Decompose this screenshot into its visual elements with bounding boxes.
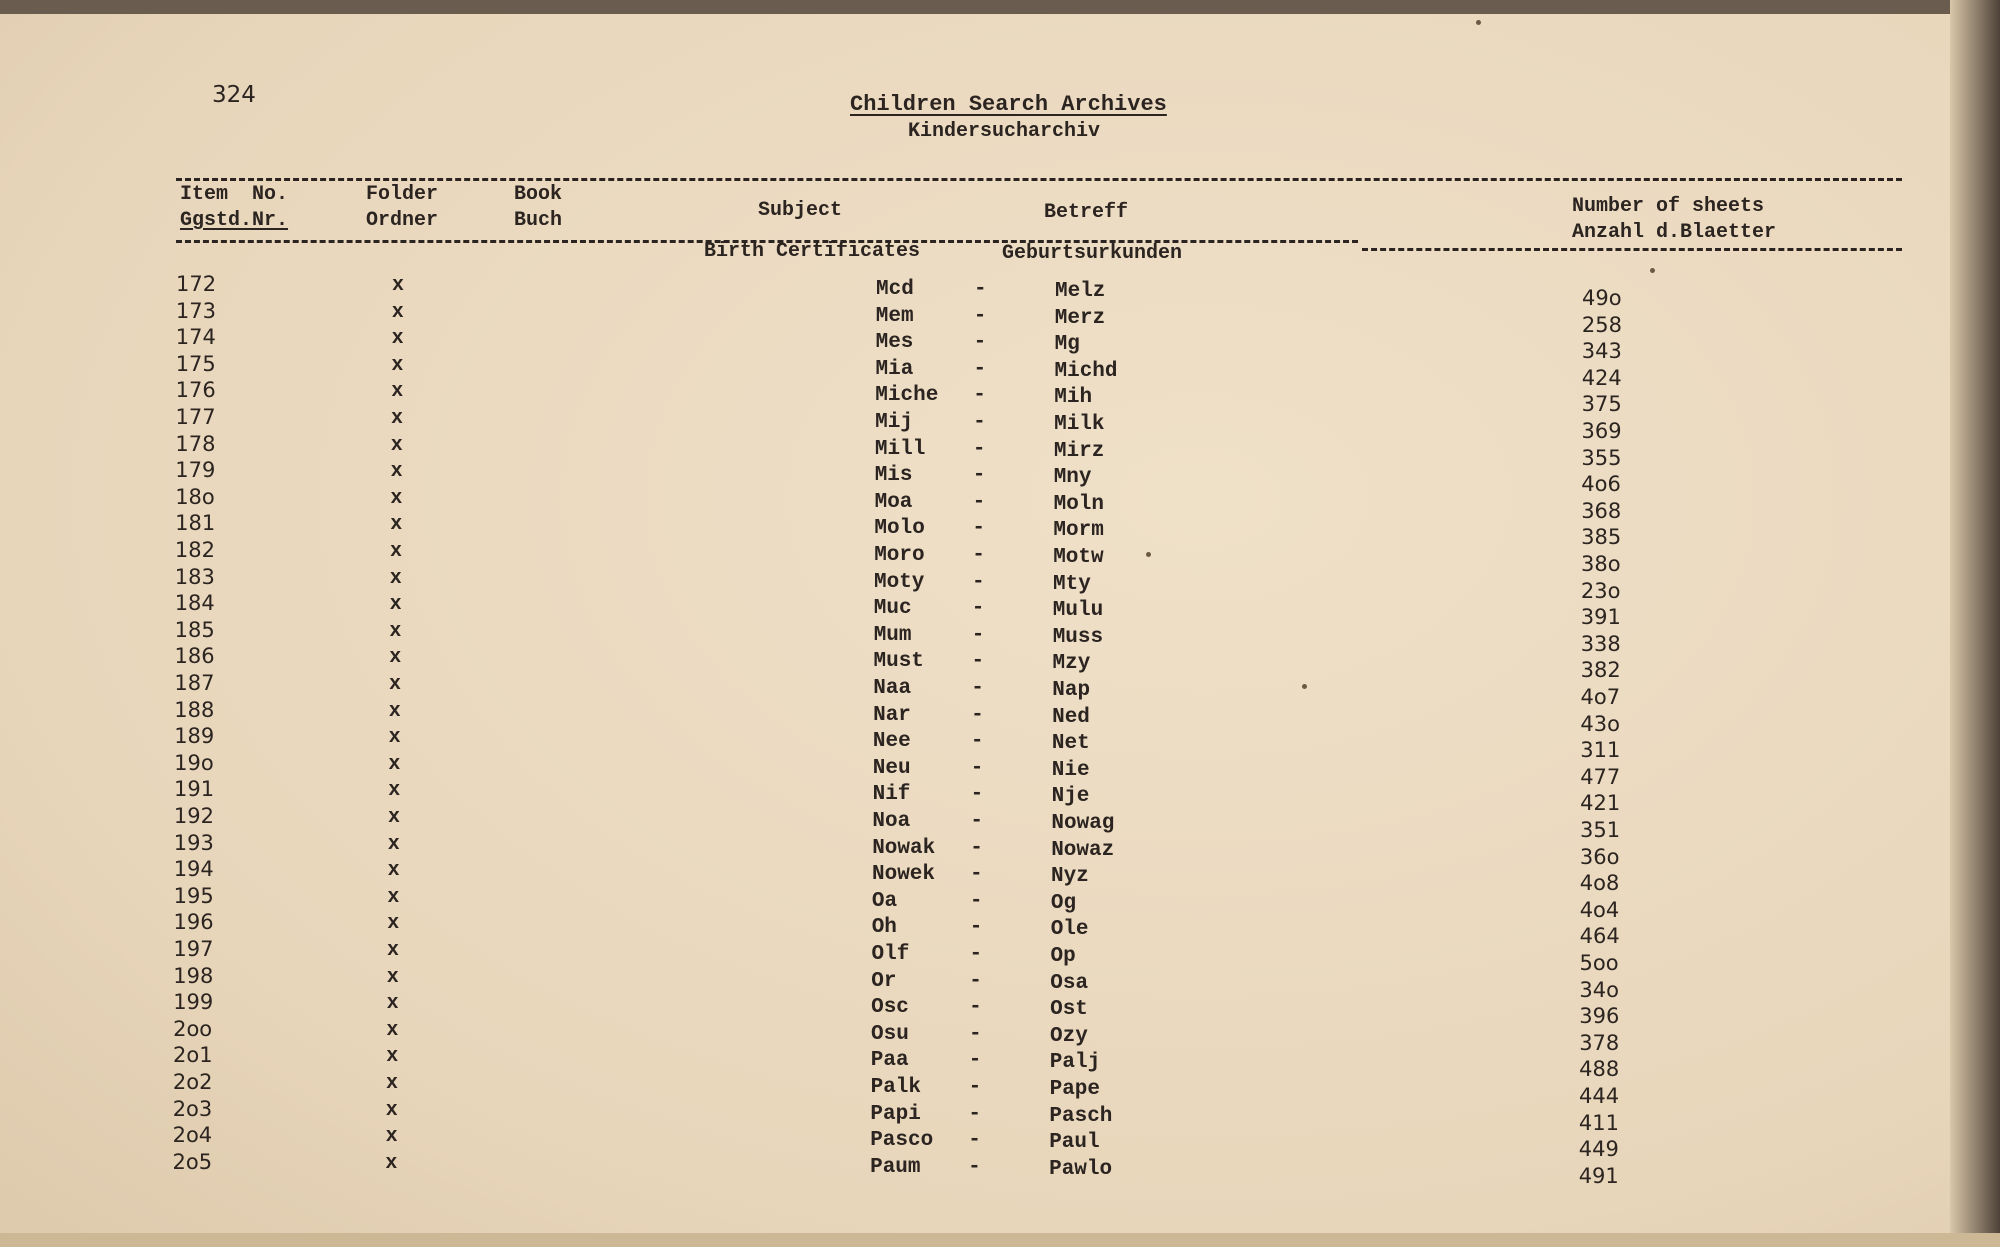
sheet-count: 343 bbox=[1581, 339, 1622, 364]
subject-range-start: Mes bbox=[875, 331, 914, 355]
folder-mark: x bbox=[387, 939, 400, 962]
sheet-count: 34o bbox=[1579, 977, 1619, 1002]
subject-range-end: Nowaz bbox=[1051, 838, 1115, 862]
range-dash: - bbox=[968, 1049, 982, 1073]
folder-mark: x bbox=[390, 540, 403, 563]
subject-range-end: Motw bbox=[1053, 546, 1104, 569]
subject-range-end: Mty bbox=[1053, 572, 1091, 596]
folder-mark: x bbox=[390, 486, 403, 510]
subject-range-start: Nif bbox=[872, 783, 911, 807]
subject-range-end: Ned bbox=[1052, 705, 1090, 729]
folder-mark: x bbox=[389, 593, 402, 617]
item-number: 2o1 bbox=[173, 1043, 213, 1068]
subject-range-start: Oa bbox=[871, 889, 898, 913]
sheet-count: 4o4 bbox=[1579, 897, 1620, 922]
sheet-count: 4o7 bbox=[1580, 685, 1621, 709]
subject-range-end: Net bbox=[1051, 732, 1090, 756]
subject-range-end: Og bbox=[1050, 891, 1077, 915]
page-number: 324 bbox=[212, 82, 256, 108]
folder-mark: x bbox=[390, 433, 403, 457]
item-number: 18o bbox=[175, 484, 215, 509]
subject-range-end: Michd bbox=[1054, 359, 1118, 383]
item-number: 173 bbox=[175, 298, 216, 323]
folder-mark: x bbox=[387, 859, 400, 883]
folder-mark: x bbox=[385, 1098, 398, 1122]
sheet-count: 488 bbox=[1579, 1057, 1620, 1082]
subject-range-start: Mis bbox=[874, 464, 913, 488]
folder-mark: x bbox=[386, 1045, 399, 1069]
folder-mark: x bbox=[386, 992, 399, 1016]
sheet-count: 421 bbox=[1580, 791, 1621, 816]
subject-range-start: Mcd bbox=[876, 278, 914, 301]
range-dash: - bbox=[970, 783, 984, 807]
range-dash: - bbox=[972, 517, 986, 541]
folder-mark: x bbox=[389, 646, 402, 670]
subject-range-start: Pasco bbox=[870, 1129, 934, 1153]
sheet-count: 369 bbox=[1581, 419, 1622, 443]
folder-mark: x bbox=[387, 912, 400, 936]
table-row bbox=[0, 538, 1960, 576]
subject-range-start: Mij bbox=[875, 411, 913, 434]
range-dash: - bbox=[970, 810, 984, 833]
sheet-count: 38o bbox=[1581, 552, 1621, 576]
folder-mark: x bbox=[390, 513, 403, 537]
sheet-count: 411 bbox=[1578, 1110, 1619, 1135]
sheet-count: 5oo bbox=[1579, 951, 1619, 975]
subject-range-start: Paum bbox=[870, 1155, 921, 1179]
subject-range-end: Ost bbox=[1050, 998, 1088, 1022]
range-dash: - bbox=[971, 597, 985, 621]
table-row bbox=[0, 937, 1960, 975]
subject-range-start: Nee bbox=[872, 730, 911, 754]
item-number: 192 bbox=[173, 804, 214, 828]
folder-mark: x bbox=[390, 460, 403, 484]
folder-mark: x bbox=[386, 965, 399, 989]
subject-range-start: Osu bbox=[871, 1022, 909, 1046]
folder-mark: x bbox=[387, 832, 400, 856]
subject-range-end: Pape bbox=[1049, 1078, 1101, 1101]
range-dash: - bbox=[970, 836, 983, 860]
range-dash: - bbox=[970, 863, 983, 887]
page-bottom-edge bbox=[0, 1233, 2000, 1247]
sheet-count: 368 bbox=[1581, 498, 1622, 523]
subject-range-start: Mem bbox=[875, 304, 914, 328]
sheet-count: 43o bbox=[1580, 711, 1620, 736]
item-number: 2o3 bbox=[172, 1096, 213, 1121]
subject-range-end: Nje bbox=[1051, 785, 1090, 809]
sheet-count: 351 bbox=[1580, 818, 1621, 842]
subject-range-end: Melz bbox=[1055, 280, 1106, 303]
subject-range-start: Moty bbox=[874, 570, 925, 594]
range-dash: - bbox=[973, 331, 987, 355]
subject-range-end: Mih bbox=[1054, 386, 1093, 410]
range-dash: - bbox=[971, 677, 984, 700]
subject-range-start: Naa bbox=[873, 677, 912, 700]
subject-range-start: Mill bbox=[874, 437, 926, 461]
subject-range-end: Merz bbox=[1054, 306, 1106, 330]
section-heading-de: Geburtsurkunden bbox=[1002, 242, 1183, 265]
folder-mark: x bbox=[389, 566, 402, 590]
subject-range-end: Ole bbox=[1050, 918, 1089, 942]
subject-range-end: Mirz bbox=[1053, 439, 1105, 463]
subject-range-start: Muc bbox=[873, 597, 912, 621]
header-betreff: Betreff bbox=[1044, 201, 1129, 224]
subject-range-end: Mny bbox=[1053, 466, 1092, 490]
header-folder bbox=[366, 182, 438, 234]
sheet-count: 4o8 bbox=[1579, 871, 1620, 896]
range-dash: - bbox=[973, 304, 987, 328]
subject-range-end: Nyz bbox=[1051, 865, 1089, 889]
folder-mark: x bbox=[388, 806, 401, 829]
sheet-count: 338 bbox=[1580, 631, 1621, 656]
range-dash: - bbox=[972, 490, 986, 514]
item-number: 174 bbox=[175, 325, 216, 350]
item-number: 185 bbox=[174, 617, 215, 642]
sheet-count: 378 bbox=[1579, 1030, 1620, 1055]
item-number: 188 bbox=[174, 697, 215, 722]
header-rule-bottom-right bbox=[1362, 248, 1902, 251]
subject-range-end: Pasch bbox=[1049, 1104, 1113, 1128]
subject-range-start: Nar bbox=[873, 703, 911, 727]
header-rule-top bbox=[176, 178, 1902, 181]
folder-mark: x bbox=[385, 1151, 398, 1175]
folder-mark: x bbox=[386, 1072, 399, 1095]
subject-range-end: Nie bbox=[1051, 758, 1090, 782]
item-number: 193 bbox=[173, 830, 214, 855]
paper-speck bbox=[1302, 684, 1307, 689]
header-sheets-en: Number of sheets bbox=[1572, 195, 1765, 218]
paper-speck bbox=[1146, 552, 1151, 557]
sheet-count: 491 bbox=[1578, 1163, 1619, 1188]
header-sheets-de: Anzahl d.Blaetter bbox=[1572, 221, 1777, 244]
item-number: 196 bbox=[173, 910, 214, 935]
sheet-count: 4o6 bbox=[1581, 472, 1621, 497]
subject-range-start: Palk bbox=[870, 1076, 922, 1099]
subject-range-end: Pawlo bbox=[1049, 1157, 1113, 1181]
range-dash: - bbox=[972, 464, 986, 488]
range-dash: - bbox=[968, 1076, 982, 1099]
table-row bbox=[0, 272, 1960, 310]
subject-range-start: Mum bbox=[873, 623, 912, 647]
range-dash: - bbox=[970, 756, 984, 780]
folder-mark: x bbox=[391, 380, 404, 404]
table-row bbox=[0, 1070, 1960, 1108]
subject-range-end: Mg bbox=[1054, 333, 1080, 357]
table-row bbox=[0, 405, 1960, 443]
range-dash: - bbox=[970, 730, 984, 754]
range-dash: - bbox=[968, 1129, 981, 1153]
header-book bbox=[514, 182, 562, 234]
sheet-count: 424 bbox=[1581, 365, 1622, 390]
sheet-count: 311 bbox=[1580, 738, 1621, 763]
paper-speck bbox=[1476, 20, 1481, 25]
subject-range-start: Neu bbox=[872, 756, 911, 780]
sheet-count: 385 bbox=[1581, 525, 1622, 550]
item-number: 172 bbox=[176, 272, 217, 296]
sheet-count: 258 bbox=[1581, 312, 1622, 337]
page-top-edge bbox=[0, 0, 2000, 14]
range-dash: - bbox=[971, 703, 984, 727]
item-number: 2o4 bbox=[172, 1123, 213, 1148]
subject-range-end: Morm bbox=[1053, 519, 1104, 543]
subject-range-start: Olf bbox=[871, 943, 910, 966]
subject-range-start: Or bbox=[871, 969, 897, 993]
folder-mark: x bbox=[391, 407, 404, 430]
sheet-count: 444 bbox=[1579, 1084, 1620, 1108]
folder-mark: x bbox=[389, 619, 402, 643]
subject-range-end: Osa bbox=[1050, 971, 1089, 995]
range-dash: - bbox=[969, 916, 983, 940]
page-title: Children Search Archives bbox=[850, 92, 1167, 117]
subject-range-end: Muss bbox=[1052, 625, 1104, 649]
subject-range-end: Palj bbox=[1049, 1051, 1101, 1075]
range-dash: - bbox=[973, 357, 987, 381]
folder-mark: x bbox=[388, 699, 401, 723]
sheet-count: 36o bbox=[1579, 844, 1620, 869]
folder-mark: x bbox=[389, 673, 402, 696]
sheet-count: 396 bbox=[1579, 1004, 1620, 1029]
subject-range-end: Milk bbox=[1054, 413, 1105, 436]
range-dash: - bbox=[968, 1102, 982, 1126]
item-number: 177 bbox=[175, 405, 216, 429]
subject-range-start: Paa bbox=[870, 1049, 909, 1073]
range-dash: - bbox=[969, 943, 983, 966]
header-folder-de: Ordner bbox=[366, 209, 439, 232]
subject-range-end: Nap bbox=[1052, 679, 1091, 702]
sheet-count: 391 bbox=[1580, 605, 1621, 630]
header-folder-en: Folder bbox=[366, 183, 439, 206]
subject-range-start: Papi bbox=[870, 1102, 921, 1126]
range-dash: - bbox=[973, 411, 986, 434]
item-number: 19o bbox=[174, 750, 214, 775]
item-number: 184 bbox=[174, 591, 215, 616]
range-dash: - bbox=[969, 1022, 982, 1046]
range-dash: - bbox=[972, 570, 985, 594]
header-item-en: Item No. bbox=[180, 183, 289, 206]
subject-range-end: Mzy bbox=[1052, 652, 1091, 676]
item-number: 189 bbox=[174, 724, 215, 749]
item-number: 2o2 bbox=[172, 1070, 213, 1094]
sheet-count: 382 bbox=[1580, 658, 1621, 683]
folder-mark: x bbox=[388, 779, 401, 803]
item-number: 186 bbox=[174, 644, 215, 669]
subject-range-end: Op bbox=[1050, 945, 1076, 968]
paper-speck bbox=[1650, 268, 1655, 273]
subject-range-start: Miche bbox=[875, 384, 939, 408]
folder-mark: x bbox=[385, 1125, 398, 1149]
item-number: 191 bbox=[174, 777, 215, 802]
item-number: 199 bbox=[173, 990, 214, 1015]
section-heading-en: Birth Certificates bbox=[704, 240, 921, 263]
table-row bbox=[0, 671, 1960, 709]
range-dash: - bbox=[969, 889, 983, 913]
range-dash: - bbox=[973, 384, 986, 408]
header-subject: Subject bbox=[758, 199, 843, 222]
folder-mark: x bbox=[391, 353, 404, 377]
header-book-de: Buch bbox=[514, 209, 563, 232]
item-number: 179 bbox=[175, 458, 216, 483]
range-dash: - bbox=[969, 969, 982, 993]
subject-range-end: Moln bbox=[1053, 492, 1105, 516]
subject-range-end: Ozy bbox=[1050, 1024, 1088, 1048]
subject-range-start: Molo bbox=[874, 517, 925, 541]
item-number: 197 bbox=[173, 937, 214, 961]
item-number: 187 bbox=[174, 671, 215, 695]
sheet-count: 23o bbox=[1580, 578, 1621, 603]
subject-range-start: Moa bbox=[874, 490, 913, 514]
subject-range-start: Moro bbox=[874, 544, 925, 567]
table-row bbox=[0, 804, 1960, 842]
subject-range-end: Paul bbox=[1049, 1131, 1100, 1155]
range-dash: - bbox=[972, 437, 986, 461]
folder-mark: x bbox=[391, 300, 404, 324]
sheet-count: 355 bbox=[1581, 445, 1622, 470]
sheet-count: 49o bbox=[1582, 286, 1622, 310]
folder-mark: x bbox=[388, 752, 401, 776]
item-number: 183 bbox=[174, 564, 215, 589]
subject-range-start: Must bbox=[873, 650, 924, 674]
sheet-count: 375 bbox=[1581, 392, 1622, 417]
folder-mark: x bbox=[391, 327, 404, 351]
subject-range-start: Nowek bbox=[872, 863, 936, 887]
subject-range-start: Mia bbox=[875, 357, 914, 381]
range-dash: - bbox=[972, 544, 985, 567]
item-number: 182 bbox=[174, 538, 215, 562]
subject-range-start: Osc bbox=[871, 996, 909, 1020]
range-dash: - bbox=[971, 650, 985, 674]
sheet-count: 464 bbox=[1579, 924, 1620, 949]
header-item bbox=[180, 182, 288, 234]
subject-range-start: Oh bbox=[871, 916, 897, 940]
item-number: 178 bbox=[175, 431, 216, 456]
item-number: 2oo bbox=[173, 1016, 213, 1041]
header-sheets bbox=[1572, 194, 1776, 246]
sheet-count: 477 bbox=[1580, 764, 1621, 789]
header-book-en: Book bbox=[514, 183, 563, 206]
folder-mark: x bbox=[386, 1018, 399, 1042]
subject-range-end: Mulu bbox=[1052, 599, 1104, 623]
item-number: 195 bbox=[173, 883, 214, 908]
item-number: 181 bbox=[175, 511, 216, 536]
item-number: 176 bbox=[175, 378, 216, 403]
subject-range-end: Nowag bbox=[1051, 812, 1115, 835]
subject-range-start: Noa bbox=[872, 810, 911, 833]
item-number: 175 bbox=[175, 351, 216, 376]
sheet-count: 449 bbox=[1578, 1137, 1619, 1162]
item-number: 198 bbox=[173, 963, 214, 988]
range-dash: - bbox=[974, 278, 987, 301]
item-number: 2o5 bbox=[172, 1149, 213, 1174]
range-dash: - bbox=[968, 1155, 981, 1179]
page-subtitle: Kindersucharchiv bbox=[908, 120, 1101, 143]
folder-mark: x bbox=[387, 885, 400, 909]
range-dash: - bbox=[969, 996, 982, 1020]
subject-range-start: Nowak bbox=[872, 836, 936, 860]
folder-mark: x bbox=[388, 726, 401, 750]
header-item-de: Ggstd.Nr. bbox=[180, 209, 289, 232]
folder-mark: x bbox=[392, 274, 405, 297]
range-dash: - bbox=[971, 623, 985, 647]
item-number: 194 bbox=[173, 857, 214, 882]
